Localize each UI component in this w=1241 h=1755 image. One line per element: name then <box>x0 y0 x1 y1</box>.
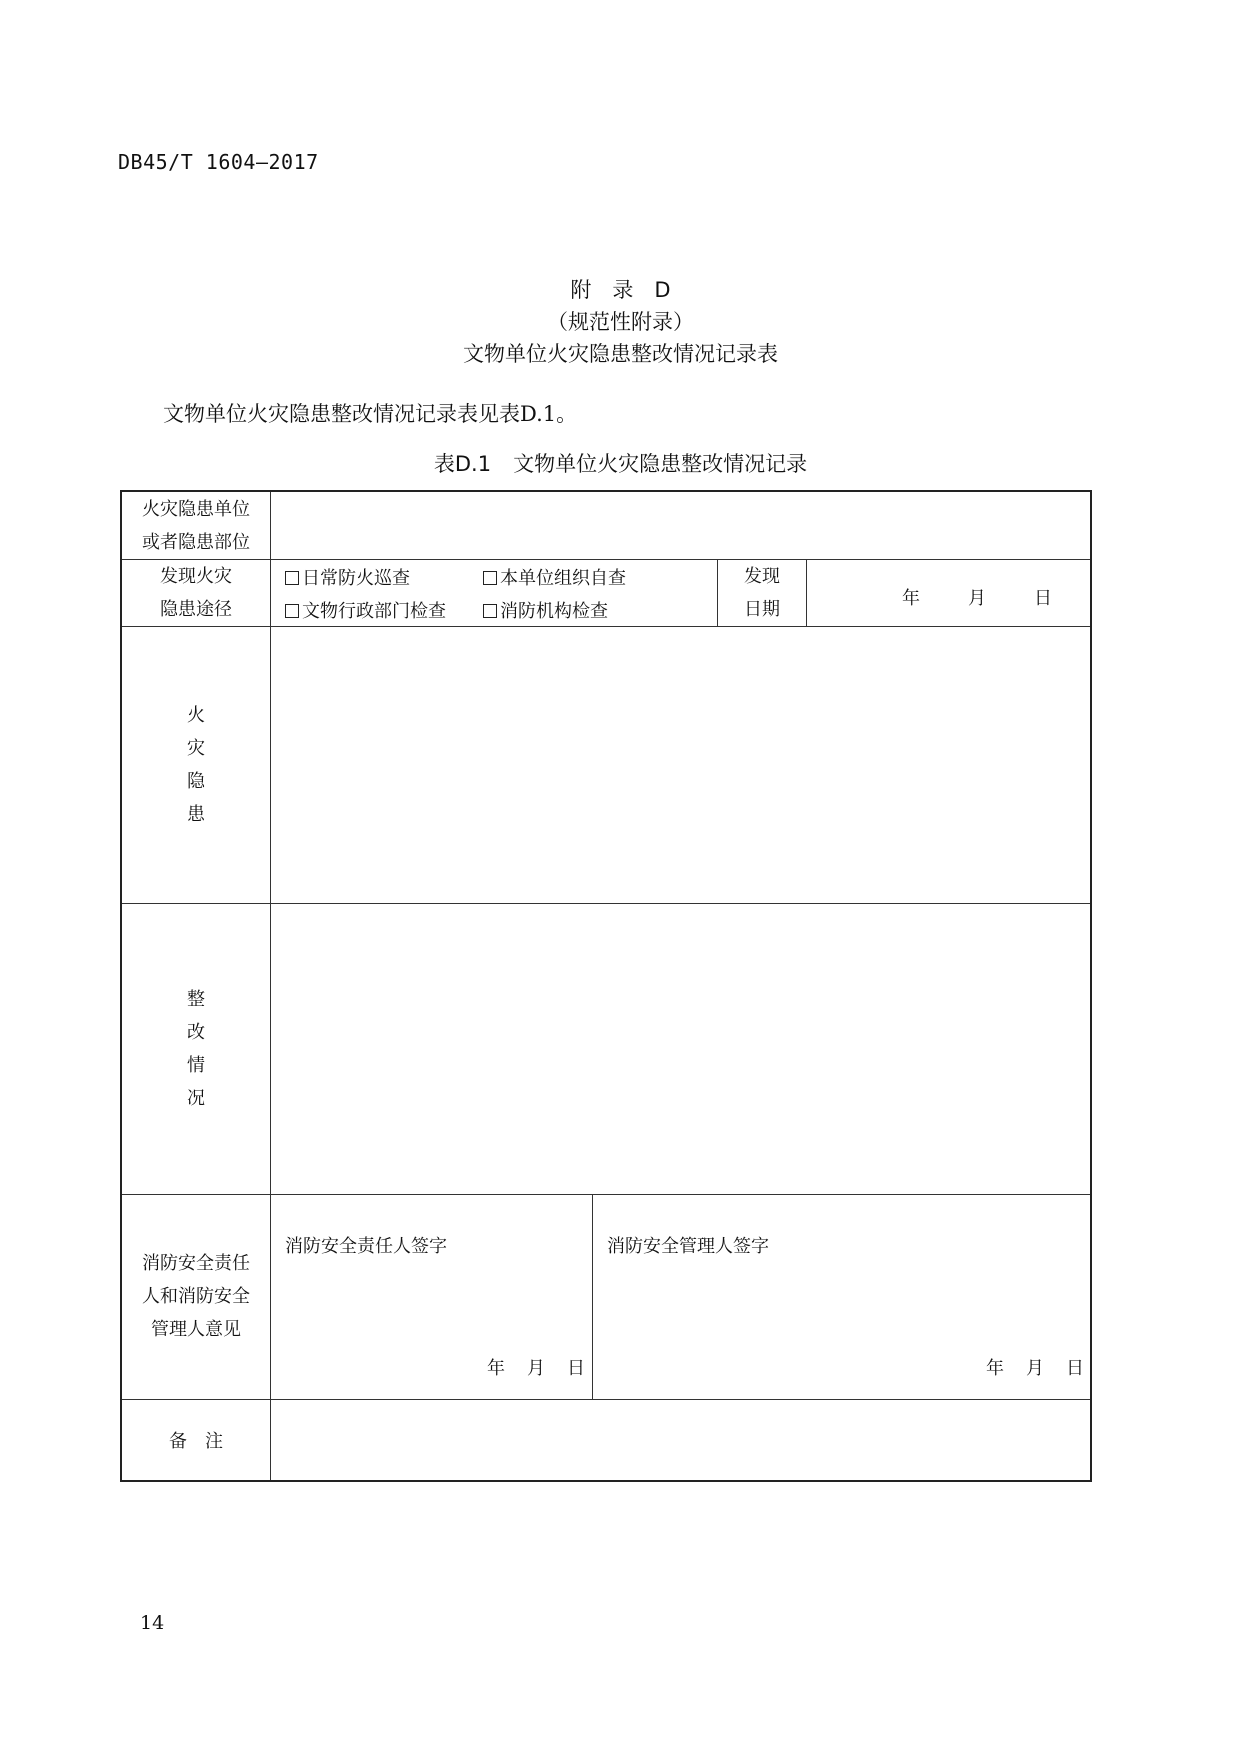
table-caption-title: 文物单位火灾隐患整改情况记录 <box>513 452 808 476</box>
page-number: 14 <box>140 1612 165 1634</box>
month-label: 月 <box>527 1358 545 1379</box>
fire-hazard-label <box>122 626 270 903</box>
day-label: 日 <box>567 1358 585 1379</box>
unit-label <box>122 492 270 559</box>
column-divider <box>806 559 807 626</box>
option-label: 文物行政部门检查 <box>302 601 446 622</box>
unit-value-field[interactable] <box>272 492 1090 559</box>
intro-paragraph: 文物单位火灾隐患整改情况记录表见表D.1。 <box>163 402 578 426</box>
rectification-label-char: 情 <box>187 1054 205 1076</box>
manager-signature-date[interactable] <box>986 1354 1084 1380</box>
appendix-title: 附 录 D <box>570 278 671 302</box>
option-daily-patrol[interactable] <box>285 569 410 589</box>
label-column-divider <box>270 492 271 1480</box>
checkbox-icon[interactable] <box>285 604 299 618</box>
rectification-field[interactable] <box>272 905 1090 1194</box>
discover-route-label-line1: 发现火灾 <box>160 565 232 587</box>
option-self-inspection[interactable] <box>483 569 626 589</box>
day-label: 日 <box>1034 588 1052 609</box>
year-label: 年 <box>902 588 920 609</box>
option-label: 日常防火巡查 <box>302 568 410 589</box>
table-caption <box>0 448 1241 478</box>
rectification-record-form <box>120 490 1092 1482</box>
remarks-field[interactable] <box>272 1401 1090 1480</box>
option-heritage-dept-inspection[interactable] <box>285 602 446 622</box>
unit-label-line1: 火灾隐患单位 <box>142 498 250 520</box>
responsible-signature-date[interactable] <box>487 1354 585 1380</box>
appendix-subtitle: （规范性附录） <box>547 310 694 334</box>
year-label: 年 <box>986 1358 1004 1379</box>
table-caption-number: 表D.1 <box>433 452 492 476</box>
opinion-label <box>122 1194 270 1399</box>
unit-label-line2: 或者隐患部位 <box>142 531 250 553</box>
fire-hazard-label-char: 隐 <box>187 770 205 792</box>
opinion-label-line1: 消防安全责任 <box>142 1253 250 1274</box>
day-label: 日 <box>1066 1358 1084 1379</box>
document-code: DB45/T 1604—2017 <box>118 150 319 174</box>
rectification-label <box>122 903 270 1194</box>
option-label: 本单位组织自查 <box>500 568 626 589</box>
discover-date-label-line2: 日期 <box>744 598 780 620</box>
fire-hazard-field[interactable] <box>272 628 1090 903</box>
discover-date-label-line1: 发现 <box>744 565 780 587</box>
checkbox-icon[interactable] <box>483 571 497 585</box>
discover-route-label <box>122 559 270 626</box>
option-label: 消防机构检查 <box>500 601 608 622</box>
opinion-label-line2: 人和消防安全 <box>142 1286 250 1307</box>
rectification-label-char: 改 <box>187 1021 205 1043</box>
column-divider <box>592 1194 593 1399</box>
discover-date-field[interactable] <box>902 584 1052 610</box>
fire-hazard-label-char: 患 <box>187 803 205 825</box>
checkbox-icon[interactable] <box>483 604 497 618</box>
appendix-name: 文物单位火灾隐患整改情况记录表 <box>463 342 778 366</box>
month-label: 月 <box>968 588 986 609</box>
discover-route-label-line2: 隐患途径 <box>160 598 232 620</box>
option-fire-agency-inspection[interactable] <box>483 602 608 622</box>
manager-signature-label: 消防安全管理人签字 <box>607 1236 769 1257</box>
opinion-label-line3: 管理人意见 <box>151 1319 241 1340</box>
responsible-signature-label: 消防安全责任人签字 <box>285 1236 447 1257</box>
checkbox-icon[interactable] <box>285 571 299 585</box>
year-label: 年 <box>487 1358 505 1379</box>
fire-hazard-label-char: 灾 <box>187 737 205 759</box>
discover-date-label <box>718 559 806 626</box>
rectification-label-char: 整 <box>187 988 205 1010</box>
month-label: 月 <box>1026 1358 1044 1379</box>
rectification-label-char: 况 <box>187 1087 205 1109</box>
remarks-label: 备 注 <box>169 1430 223 1452</box>
fire-hazard-label-char: 火 <box>187 704 205 726</box>
